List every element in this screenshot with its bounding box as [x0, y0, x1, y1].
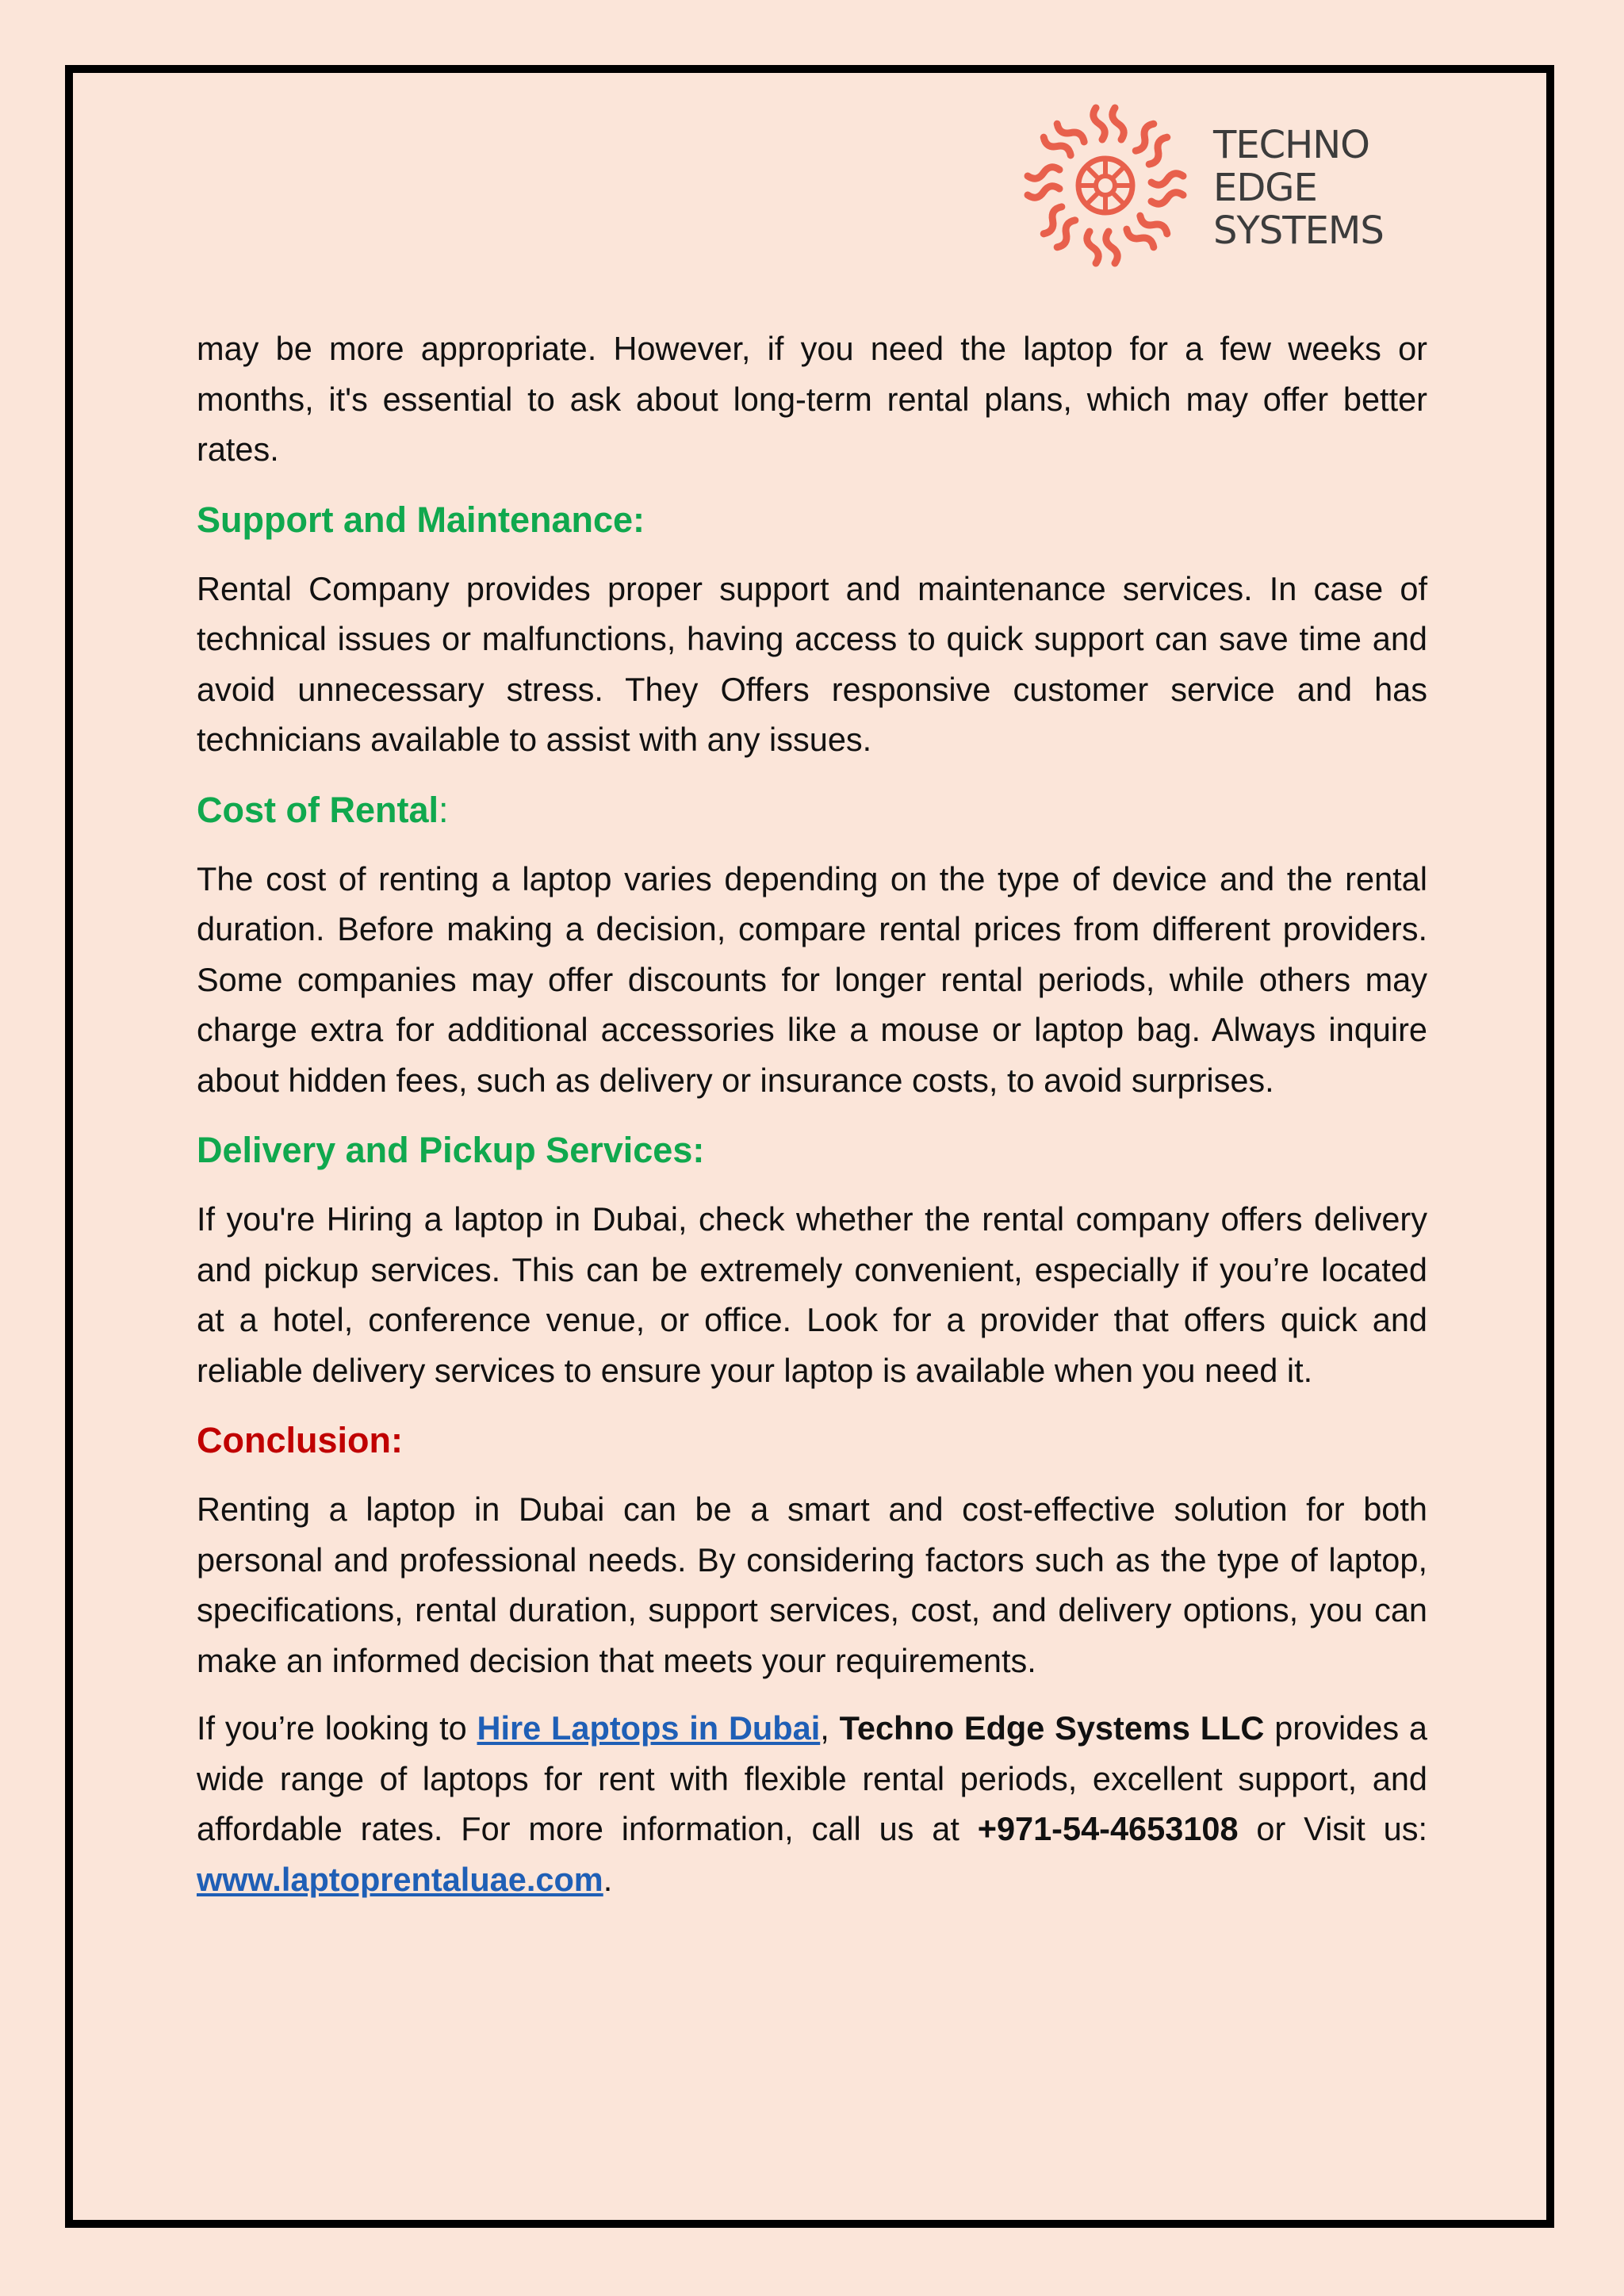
delivery-paragraph: If you're Hiring a laptop in Dubai, check whether the rental company offers delivery and pickup services. This can be extremely convenient, especially if you’re located at a hotel, conference venue, or office. Look for a provider that offers quick and reliable delivery services to ensure your laptop is available when you need it. [197, 1200, 1427, 1389]
delivery-heading: Delivery and Pickup Services: [197, 1130, 705, 1170]
logo-wordmark [1213, 124, 1384, 252]
website-link[interactable]: www.laptoprentaluae.com [197, 1860, 603, 1898]
company-logo [1020, 100, 1392, 274]
logo-emblem-icon [1020, 100, 1191, 271]
cost-paragraph: The cost of renting a laptop varies depending on the type of device and the rental duration. Before making a decision, compare rental prices from different providers. Some companies may offer discounts for longer rental periods, while others may charge extra for additional accessories like a mouse or laptop bag. Always inquire about hidden fees, such as delivery or insurance costs, to avoid surprises. [197, 859, 1427, 1099]
document-body [197, 323, 1427, 1922]
support-heading: Support and Maintenance: [197, 499, 645, 540]
logo-line-3: SYSTEMS [1213, 209, 1384, 253]
logo-line-2: EDGE [1213, 166, 1317, 210]
phone-number: +971-54-4653108 [977, 1810, 1239, 1847]
hire-laptops-link[interactable]: Hire Laptops in Dubai [477, 1709, 821, 1747]
intro-paragraph: may be more appropriate. However, if you need the laptop for a few weeks or months, it's essential to ask about long-term rental plans, which may offer better rates. [197, 330, 1427, 468]
closing-text-5: . [603, 1860, 613, 1898]
conclusion-heading: Conclusion: [197, 1420, 403, 1460]
closing-paragraph [197, 1703, 1427, 1904]
conclusion-paragraph: Renting a laptop in Dubai can be a smart and cost-effective solution for both personal and professional needs. By considering factors such as the type of laptop, specifications, rental duration, support services, cost, and delivery options, you can make an informed decision that meets your requirements. [197, 1490, 1427, 1679]
closing-text-2: , [820, 1709, 840, 1747]
company-name: Techno Edge Systems LLC [839, 1709, 1265, 1747]
closing-text-4: or Visit us: [1238, 1810, 1427, 1847]
cost-heading-colon: : [439, 789, 449, 830]
closing-text-1: If you’re looking to [197, 1709, 477, 1747]
closing-text-3: provides a wide range of laptops for rent with flexible rental periods, excellent support, and affordable rates. For more information, call us at [197, 1709, 1427, 1847]
cost-heading [197, 783, 1427, 838]
logo-line-1: TECHNO [1213, 123, 1369, 167]
support-paragraph: Rental Company provides proper support and maintenance services. In case of technical issues or malfunctions, having access to quick support can save time and avoid unnecessary stress. They Offers responsive customer service and has technicians available to assist with any issues. [197, 569, 1427, 758]
cost-heading-text: Cost of Rental [197, 789, 439, 830]
